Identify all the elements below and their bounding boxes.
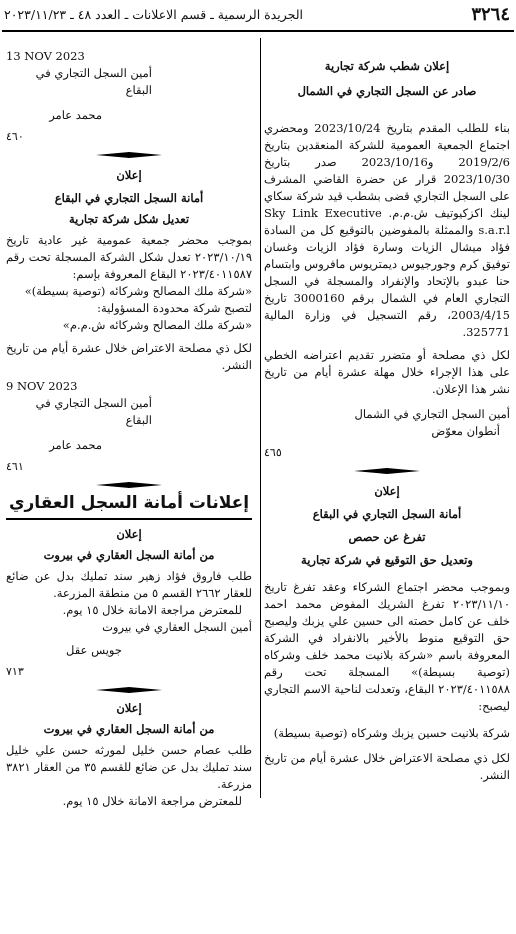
separator	[264, 465, 510, 477]
separator	[6, 479, 252, 491]
notice-title: من أمانة السجل العقاري في بيروت	[43, 548, 215, 562]
signer-title: أمين السجل التجاري في البقاع	[35, 66, 152, 97]
header-rule	[2, 30, 514, 32]
section-rule	[6, 518, 252, 520]
notice-subtitle: تفرغ عن حصص	[348, 530, 426, 544]
section-title: إعلانات أمانة السجل العقاري	[8, 493, 250, 513]
notice-subtitle: صادر عن السجل التجاري في الشمال	[297, 84, 477, 98]
notice-number: ٤٦١	[6, 460, 24, 473]
notice-date: 13 NOV 2023	[6, 49, 85, 63]
signer-title: أمين السجل التجاري في البقاع	[35, 396, 152, 427]
notice-body: لتصبح شركة محدودة المسؤولية:	[97, 301, 252, 315]
notice-title: إعلان شطب شركة تجارية	[324, 59, 450, 73]
right-column	[264, 38, 510, 784]
notice-label: إعلان	[116, 701, 142, 715]
signer-name: محمد عامر	[49, 438, 102, 452]
notice-label: إعلان	[374, 484, 400, 498]
signer-name: جويس عقل	[66, 643, 122, 657]
notice-number: ٤٦٥	[264, 446, 282, 459]
signer-title: أمين السجل العقاري في بيروت	[102, 620, 252, 634]
notice-body: للمعترض مراجعة الامانة خلال ١٥ يوم.	[62, 794, 242, 808]
notice-body: لكل ذي مصلحة أو متضرر تقديم اعتراضه الخطي على هذا الإجراء خلال مهلة عشرة أيام من تاريخ نشر هذا الإعلان.	[264, 348, 510, 396]
signer-name: محمد عامر	[49, 108, 102, 122]
company-new-name: شركة بلانيت حسين يزبك وشركاه (توصية بسيطة)	[273, 726, 510, 740]
column-divider	[260, 38, 261, 798]
separator	[6, 684, 252, 696]
notice-body: بموجب محضر جمعية عمومية غير عادية تاريخ ٢٠٢٣/١٠/١٩ تعدل شكل الشركة المسجلة تحت رقم ٢٠٢٣/٤٠١١٥٨٧ البقاع المعروفة بإسم:	[6, 233, 252, 281]
notice-body: لكل ذي مصلحة الاعتراض خلال عشرة أيام من تاريخ النشر.	[264, 751, 510, 782]
notice-body: طلب فاروق فؤاد زهير سند تمليك بدل عن ضائع للعقار ٢٦٦٢ القسم ٥ من منطقة المزرعة.	[6, 569, 252, 600]
notice-title: أمانة السجل التجاري في البقاع	[54, 191, 204, 205]
notice-subtitle: تعديل شكل شركة تجارية	[68, 212, 190, 226]
left-column	[6, 38, 252, 810]
notice-label: إعلان	[116, 168, 142, 182]
notice-body: وبموجب محضر اجتماع الشركاء وعقد تفرغ تاريخ ٢٠٢٣/١١/١٠ تفرغ الشريك المفوض محمد احمد خلف عن كامل حصته الى حسين علي يزبك وليصبح حق التوقيع منوط بالأخير بالانفراد في الشركة المعروفة باسم «شركة بلانيت محمد خلف وشركاه (توصية بسيطة)» المسجلة تحت رقم ٢٠٢٣/٤٠١١٥٨٨ البقاع، وتعدلت لناحية الاسم التجاري ليصبح:	[264, 580, 510, 713]
notice-label: إعلان	[116, 527, 142, 541]
gazette-title: الجريدة الرسمية ـ قسم الاعلانات ـ العدد ٤٨ ـ ٢٠٢٣/١١/٢٣	[4, 7, 303, 22]
notice-body: للمعترض مراجعة الامانة خلال ١٥ يوم.	[62, 603, 242, 617]
notice-subtitle: وتعديل حق التوقيع في شركة تجارية	[301, 553, 473, 567]
company-old-name: «شركة ملك المصالح وشركائه (توصية بسيطة)»	[24, 284, 252, 298]
separator	[6, 149, 252, 161]
notice-body: بناء للطلب المقدم بتاريخ 2023/10/24 ومحضري اجتماع الجمعية العمومية للشركة المنعقدين بتاريخ 2019/2/6 و2023/10/16 صدر بتاريخ 2023/10/30 قرار عن حضرة القاضي المشرف على السجل التجاري قضى بشطب قيد شركة سكاي لينك اكزكيوتيف ش.م.م. Sky Link Executive s.a.r.l والممثلة بالمفوضين بالتوقيع كل من السادة فؤاد ميشال الزيات وسارة فؤاد الزيات وغسان توفيق كرم وجورجيوس ديمتريوس مافروس وابتسام حنا عبدو بالإتحاد والإنفراد والمسجلة في السجل التجاري العام في الشمال برقم 3000160 تاريخ 2003/4/15، رقم التسجيل في وزارة المالية 325771.	[264, 121, 511, 339]
notice-title: من أمانة السجل العقاري في بيروت	[43, 722, 215, 736]
page-number: ٣٢٦٤	[471, 4, 510, 25]
signer-name: أنطوان معوّض	[431, 424, 500, 438]
company-new-name: «شركة ملك المصالح وشركائه ش.م.م»	[62, 318, 252, 332]
notice-body: لكل ذي مصلحة الاعتراض خلال عشرة أيام من تاريخ النشر.	[6, 341, 252, 372]
notice-body: طلب عصام حسن خليل لمورثه حسن علي خليل سند تمليك بدل عن ضائع للقسم ٣٥ من العقار ٣٨٢١ مزرعة.	[6, 743, 252, 791]
notice-title: أمانة السجل التجاري في البقاع	[312, 507, 462, 521]
notice-number: ٤٦٠	[6, 130, 24, 143]
notice-date: 9 NOV 2023	[6, 379, 78, 393]
signer-title: أمين السجل التجاري في الشمال	[354, 407, 510, 421]
notice-number: ٧١٣	[6, 665, 24, 678]
page-header	[0, 0, 516, 34]
